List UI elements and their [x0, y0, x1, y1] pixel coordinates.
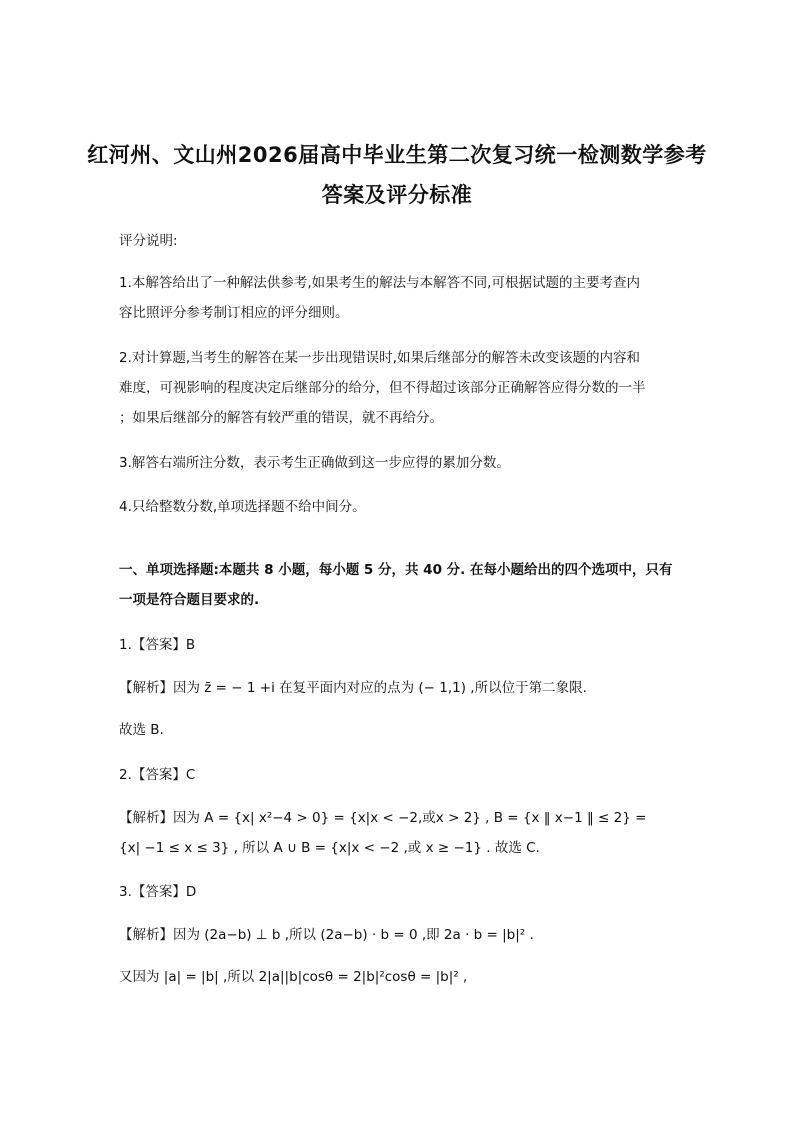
section-1-heading-line-2: 一项是符合题目要求的.	[119, 592, 260, 608]
q2-answer: 2.【答案】C	[119, 767, 196, 783]
q3-answer: 3.【答案】D	[119, 884, 197, 900]
note-2-line-2: 难度，可视影响的程度决定后继部分的给分，但不得超过该部分正确解答应得分数的一半	[119, 380, 646, 396]
note-3: 3.解答右端所注分数，表示考生正确做到这一步应得的累加分数。	[119, 455, 510, 471]
q1-answer: 1.【答案】B	[119, 637, 196, 653]
section-1-heading-line-1: 一、单项选择题:本题共 8 小题，每小题 5 分，共 40 分. 在每小题给出的四个选项中，只有	[119, 562, 673, 578]
note-2-line-3: ；如果后继部分的解答有较严重的错误，就不再给分。	[119, 410, 443, 426]
notes-heading: 评分说明:	[119, 233, 178, 249]
note-2-line-1: 2.对计算题,当考生的解答在某一步出现错误时,如果后继部分的解答未改变该题的内容和	[119, 350, 640, 366]
q3-analysis-line-1: 【解析】因为 (2a−b) ⊥ b ,所以 (2a−b) · b = 0 ,即 2a · b = |b|² .	[119, 927, 534, 943]
q2-analysis-line-1: 【解析】因为 A = {x| x²−4 > 0} = {x|x < −2,或x > 2} , B = {x ‖ x−1 ‖ ≤ 2} =	[119, 810, 647, 826]
note-4: 4.只给整数分数,单项选择题不给中间分。	[119, 499, 366, 515]
q1-choice: 故选 B.	[119, 722, 164, 738]
document-title-line-1: 红河州、文山州2026届高中毕业生第二次复习统一检测数学参考	[87, 143, 707, 167]
note-1-line-2: 容比照评分参考制订相应的评分细则。	[119, 305, 349, 321]
q1-analysis: 【解析】因为 z̄ = − 1 +i 在复平面内对应的点为 (− 1,1) ,所以位于第二象限.	[119, 680, 587, 696]
q3-analysis-line-2: 又因为 |a| = |b| ,所以 2|a||b|cosθ = 2|b|²cosθ = |b|² ,	[119, 969, 468, 985]
document-title-line-2: 答案及评分标准	[321, 183, 473, 207]
note-1-line-1: 1.本解答给出了一种解法供参考,如果考生的解法与本解答不同,可根据试题的主要考查内	[119, 275, 640, 291]
q2-analysis-line-2: {x| −1 ≤ x ≤ 3} , 所以 A ∪ B = {x|x < −2 ,或 x ≥ −1} . 故选 C.	[119, 840, 540, 856]
